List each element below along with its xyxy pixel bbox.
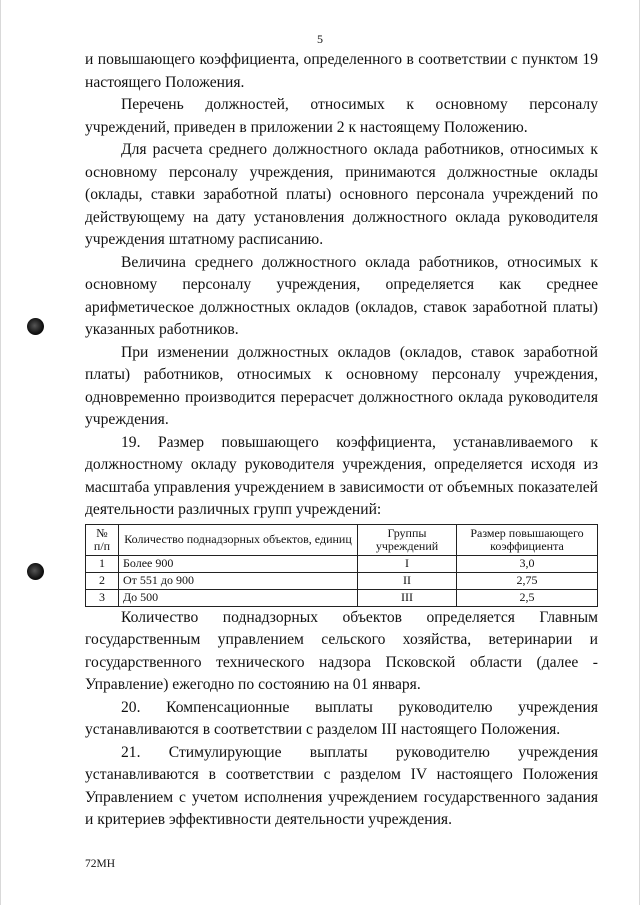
- page-number: 5: [317, 32, 323, 46]
- paragraph: Количество поднадзорных объектов определяется Главным государственным управлением сельского хозяйства, ветеринарии и государственного технического надзора Псковской области (далее - Управление) ежегодно по состоянию на 01 января.: [85, 608, 598, 693]
- cell-number: 1: [86, 555, 119, 572]
- paragraph: 19. Размер повышающего коэффициента, устанавливаемого к должностному окладу руководителя учреждения, определяется исходя из масштаба управления учреждением в зависимости от объемных показателей деятельности различных групп учреждений:: [85, 433, 598, 518]
- cell-coefficient: 3,0: [457, 555, 598, 572]
- cell-group: I: [358, 555, 457, 572]
- column-header-number: № п/п: [86, 524, 119, 555]
- cell-coefficient: 2,5: [457, 589, 598, 606]
- column-header-groups: Группы учреждений: [358, 524, 457, 555]
- cell-objects: Более 900: [119, 555, 358, 572]
- cell-objects: От 551 до 900: [119, 572, 358, 589]
- paragraph: Для расчета среднего должностного оклада работников, относимых к основному персоналу учреждения, принимаются должностные оклады (оклады, ставки заработной платы) основного персонала учреждений по действующему на дату установления должностного оклада руководителя учреждения штатному расписанию.: [85, 141, 598, 248]
- document-body: [85, 49, 598, 832]
- punch-hole: [27, 318, 44, 335]
- table-row: [86, 555, 598, 572]
- coefficient-table: [85, 524, 598, 607]
- column-header-objects: Количество поднадзорных объектов, единиц: [119, 524, 358, 555]
- cell-number: 2: [86, 572, 119, 589]
- table-row: [86, 572, 598, 589]
- punch-hole: [27, 563, 44, 580]
- column-header-coefficient: Размер повышающего коэффициента: [457, 524, 598, 555]
- paragraph: 21. Стимулирующие выплаты руководителю учреждения устанавливаются в соответствии с разделом IV настоящего Положения Управлением с учетом исполнения учреждением государственного задания и критериев эффективности деятельности учреждения.: [85, 743, 598, 828]
- paragraph: и повышающего коэффициента, определенного в соответствии с пунктом 19 настоящего Положения.: [85, 51, 598, 91]
- paragraph: Величина среднего должностного оклада работников, относимых к основному персоналу учреждения, определяется как среднее арифметическое должностных окладов (окладов, ставок заработной платы) указанных работников.: [85, 253, 598, 338]
- cell-coefficient: 2,75: [457, 572, 598, 589]
- cell-number: 3: [86, 589, 119, 606]
- cell-group: II: [358, 572, 457, 589]
- footer-code: 72МН: [85, 858, 116, 870]
- table-header-row: [86, 524, 598, 555]
- paragraph: Перечень должностей, относимых к основному персоналу учреждений, приведен в приложении 2 к настоящему Положению.: [85, 96, 598, 136]
- cell-objects: До 500: [119, 589, 358, 606]
- cell-group: III: [358, 589, 457, 606]
- paragraph: При изменении должностных окладов (окладов, ставок заработной платы) работников, относимых к основному персоналу учреждения, одновременно производится перерасчет должностного оклада руководителя учреждения.: [85, 343, 598, 428]
- paragraph: 20. Компенсационные выплаты руководителю учреждения устанавливаются в соответствии с разделом III настоящего Положения.: [85, 698, 598, 738]
- table-row: [86, 589, 598, 606]
